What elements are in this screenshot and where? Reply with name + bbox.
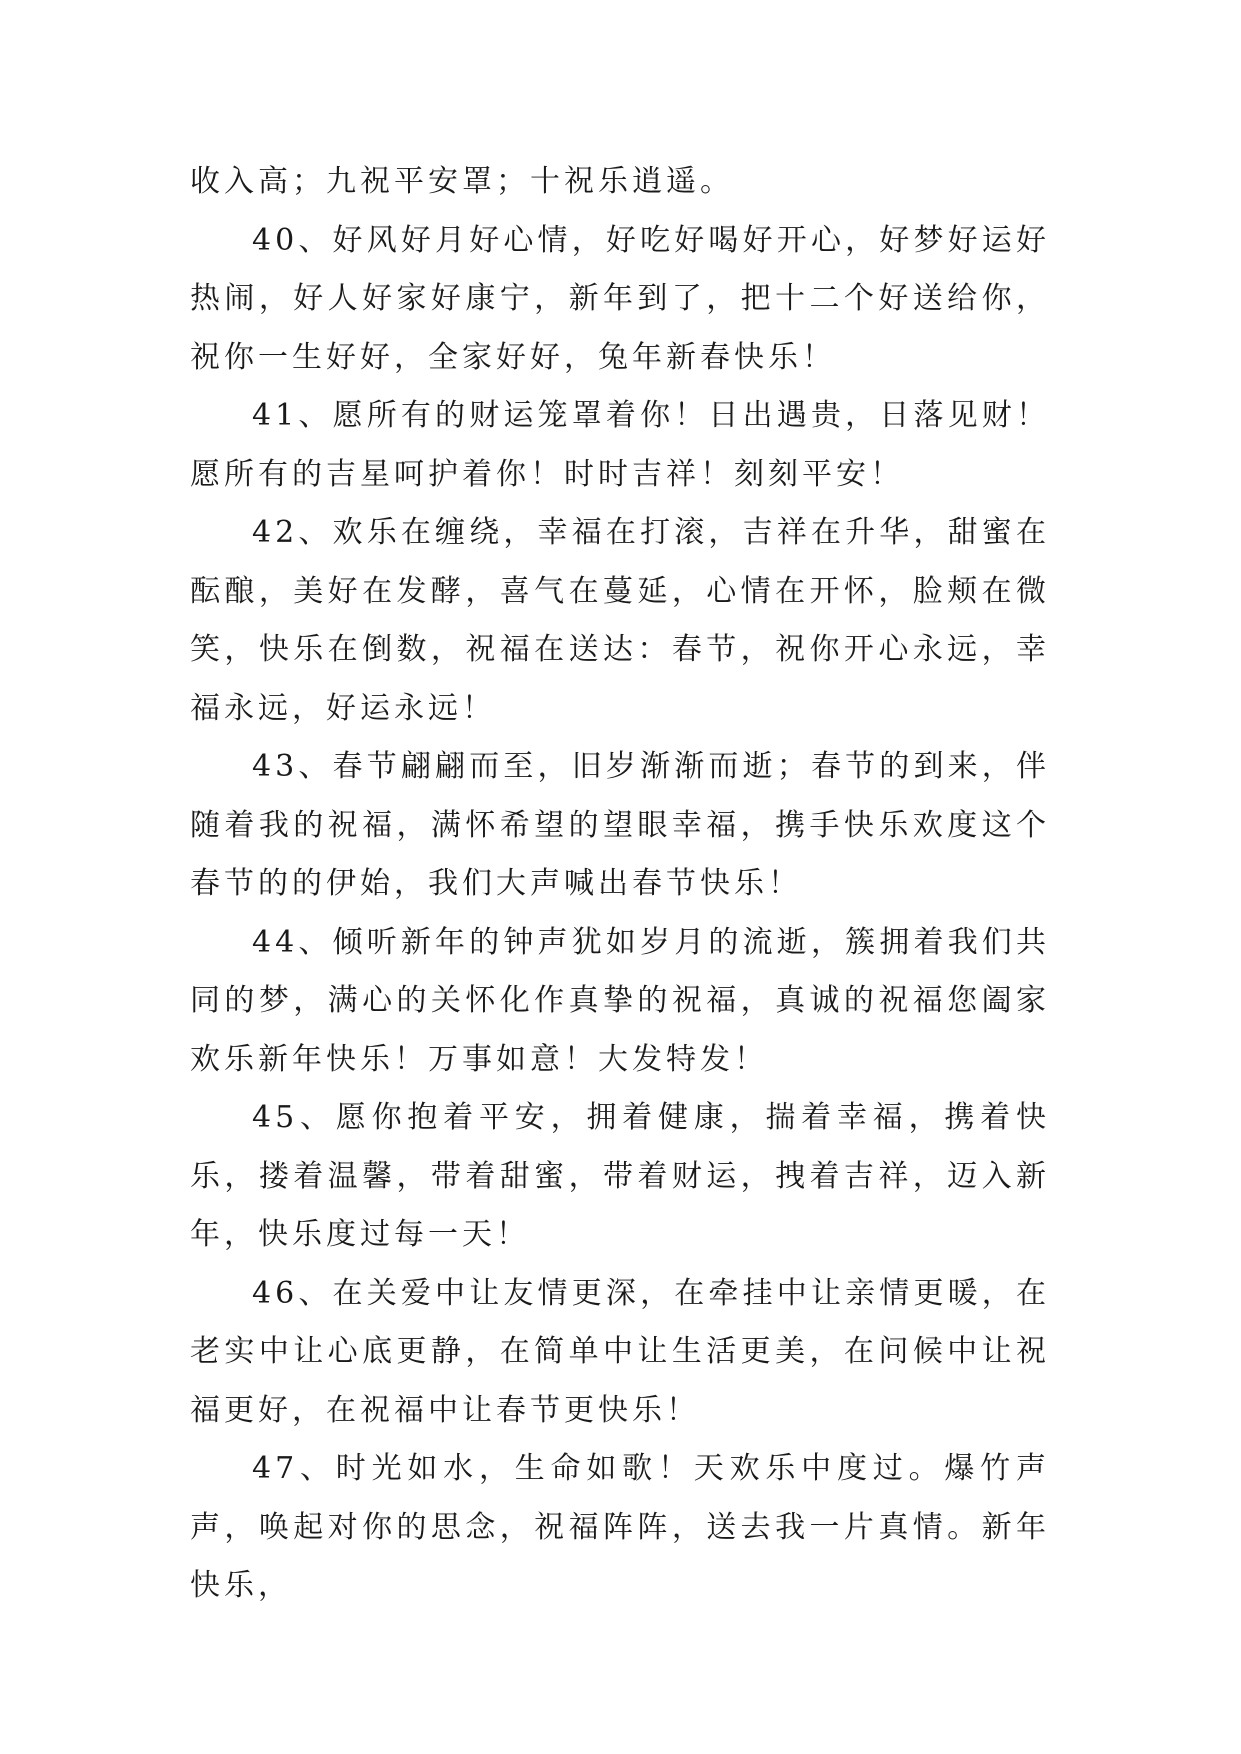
paragraph-40: 40、好风好月好心情，好吃好喝好开心，好梦好运好热闹，好人好家好康宁，新年到了，把十二个好送给你，祝你一生好好，全家好好，兔年新春快乐！: [190, 222, 1050, 375]
paragraph-45: 45、愿你抱着平安，拥着健康，揣着幸福，携着快乐，搂着温馨，带着甜蜜，带着财运，拽着吉祥，迈入新年，快乐度过每一天！: [190, 1100, 1050, 1252]
paragraph-42: 42、欢乐在缠绕，幸福在打滚，吉祥在升华，甜蜜在酝酿，美好在发酵，喜气在蔓延，心情在开怀，脸颊在微笑，快乐在倒数，祝福在送达：春节，祝你开心永远，幸福永远，好运永远！: [190, 515, 1050, 726]
paragraph-46: 46、在关爱中让友情更深，在牵挂中让亲情更暖，在老实中让心底更静，在简单中让生活更美，在问候中让祝福更好，在祝福中让春节更快乐！: [190, 1275, 1050, 1428]
paragraph-43: 43、春节翩翩而至，旧岁渐渐而逝；春节的到来，伴随着我的祝福，满怀希望的望眼幸福，携手快乐欢度这个春节的的伊始，我们大声喊出春节快乐！: [190, 749, 1050, 901]
paragraph-41: 41、愿所有的财运笼罩着你！日出遇贵，日落见财！愿所有的吉星呵护着你！时时吉祥！刻刻平安！: [190, 398, 1050, 492]
paragraph-44: 44、倾听新年的钟声犹如岁月的流逝，簇拥着我们共同的梦，满心的关怀化作真挚的祝福，真诚的祝福您阖家欢乐新年快乐！万事如意！大发特发！: [190, 924, 1050, 1077]
document-body: [190, 153, 1050, 1616]
paragraph-47: 47、时光如水，生命如歌！天欢乐中度过。爆竹声声，唤起对你的思念，祝福阵阵，送去我一片真情。新年快乐，: [190, 1451, 1050, 1603]
paragraph-continuation: 收入高；九祝平安罩；十祝乐逍遥。: [190, 164, 734, 199]
